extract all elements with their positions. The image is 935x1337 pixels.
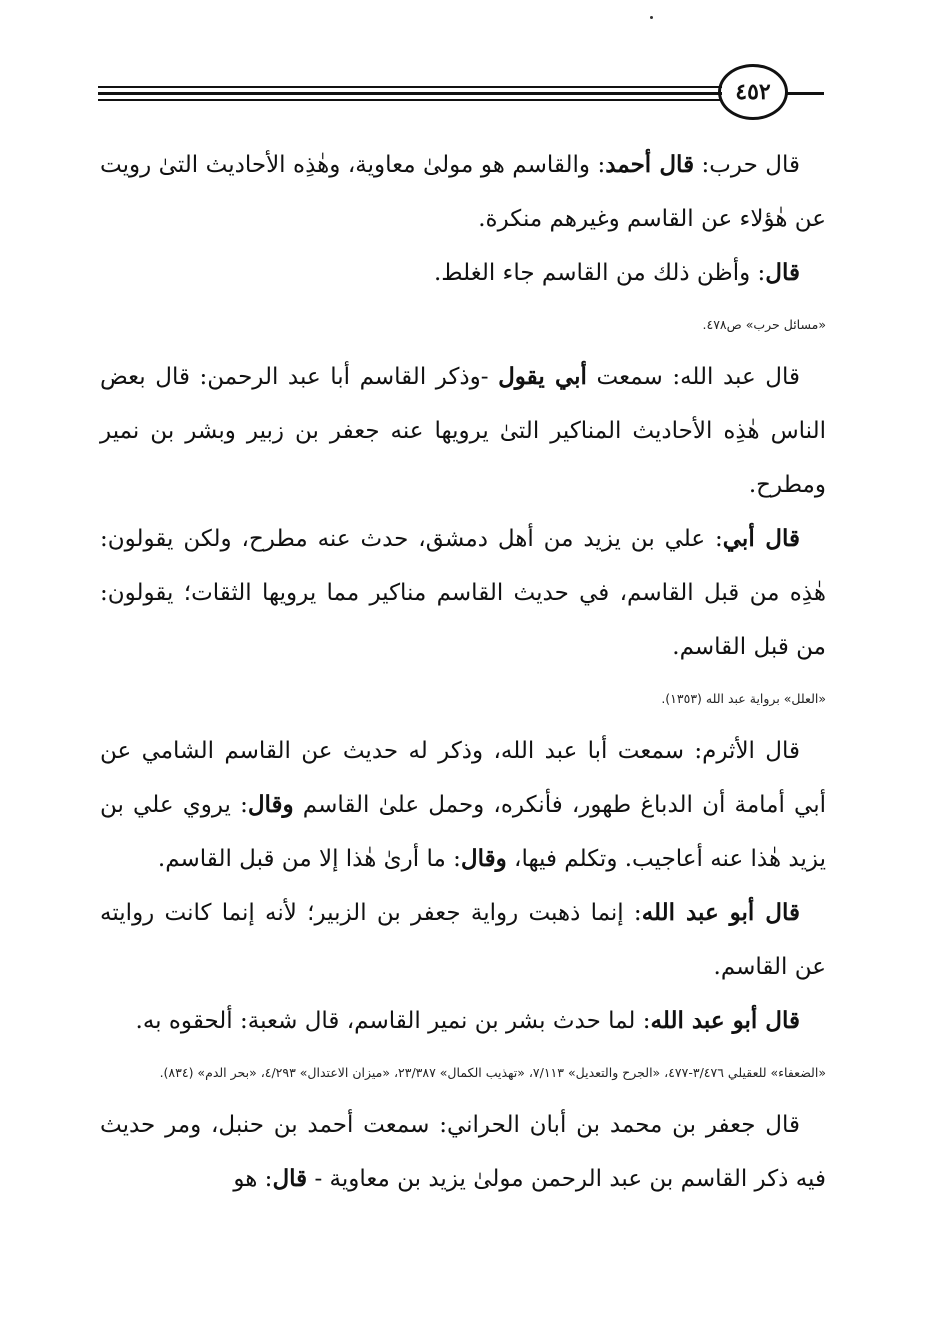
- citation-note: «الضعفاء» للعقيلي ٣/٤٧٦-٤٧٧، «الجرح والتعديل» ٧/١١٣، «تهذيب الكمال» ٢٣/٣٨٧، «ميزان الاعتدال» ٤/٢٩٣، «بحر الدم» (٨٣٤).: [159, 1065, 826, 1080]
- bold-run: قال أبو عبد الله: [641, 899, 800, 926]
- paragraph: [100, 246, 826, 300]
- bold-run: قال أبي: [722, 525, 801, 552]
- text-run: : لما حدث بشر بن نمير القاسم، قال شعبة: ألحقوه به.: [135, 1008, 651, 1034]
- text-run: قال الأثرم: سمعت أبا عبد الله، وذكر له حديث عن القاسم الشامي عن أبي أمامة أن الدباغ طهور، فأنكره، وحمل علىٰ القاسم: [100, 738, 826, 818]
- bold-run: قال أحمد: [605, 151, 695, 178]
- text-run: : هو: [233, 1166, 273, 1192]
- text-run: : علي بن يزيد من أهل دمشق، حدث عنه مطرح، ولكن يقولون: هٰذِه من قبل القاسم، في حديث القاسم مناكير مما يرويها الثقات؛ يقولون: من قبل القاسم.: [100, 526, 826, 660]
- text-run: : والقاسم هو مولىٰ معاوية، وهٰذِه الأحاديث التىٰ رويت عن هٰؤلاء عن القاسم وغيرهم منكرة.: [100, 152, 826, 232]
- header-rule: [98, 86, 722, 88]
- paragraph: [100, 886, 826, 994]
- bold-run: أبي يقول: [498, 363, 587, 390]
- bold-run: وقال: [247, 791, 294, 818]
- page-header: [98, 62, 828, 122]
- bold-run: قال أبو عبد الله: [650, 1007, 800, 1034]
- citation-note: «العلل» برواية عبد الله (١٣٥٣).: [661, 691, 826, 706]
- paragraph: [100, 512, 826, 674]
- bold-run: قال: [272, 1165, 308, 1192]
- paragraph: [100, 994, 826, 1048]
- header-rule: [98, 99, 722, 101]
- text-run: قال جعفر بن محمد بن أبان الحراني: سمعت أحمد بن حنبل، ومر حديث فيه ذكر القاسم بن عبد الرحمن مولىٰ يزيد بن معاوية -: [100, 1112, 826, 1192]
- bold-run: وقال: [460, 845, 507, 872]
- citation-note: «مسائل حرب» ص٤٧٨.: [702, 317, 826, 332]
- header-rule: [98, 92, 722, 95]
- header-rule-right: [786, 92, 824, 95]
- text-run: قال عبد الله: سمعت: [586, 364, 800, 390]
- text-run: : ما أرىٰ هٰذا إلا من قبل القاسم.: [157, 846, 461, 872]
- text-run: -وذكر القاسم أبا عبد الرحمن: قال بعض الناس هٰذِه الأحاديث المناكير التىٰ يرويها عنه جعفر بن زبير وبشر بن نمير ومطرح.: [100, 364, 826, 498]
- text-run: : إنما ذهبت رواية جعفر بن الزبير؛ لأنه إنما كانت روايته عن القاسم.: [100, 900, 826, 980]
- text-run: : يروي علي بن يزيد هٰذا عنه أعاجيب. وتكلم فيها،: [100, 792, 826, 872]
- paragraph: [100, 724, 826, 886]
- bold-run: قال: [765, 259, 800, 286]
- paragraph: [100, 1098, 826, 1206]
- page-number: ٤٥٢: [718, 64, 788, 120]
- page-body: [100, 138, 826, 1206]
- paragraph: [100, 138, 826, 246]
- paragraph: [100, 350, 826, 512]
- ink-dot: [650, 16, 653, 19]
- text-run: قال حرب:: [694, 152, 800, 178]
- text-run: : وأظن ذلك من القاسم جاء الغلط.: [433, 260, 766, 286]
